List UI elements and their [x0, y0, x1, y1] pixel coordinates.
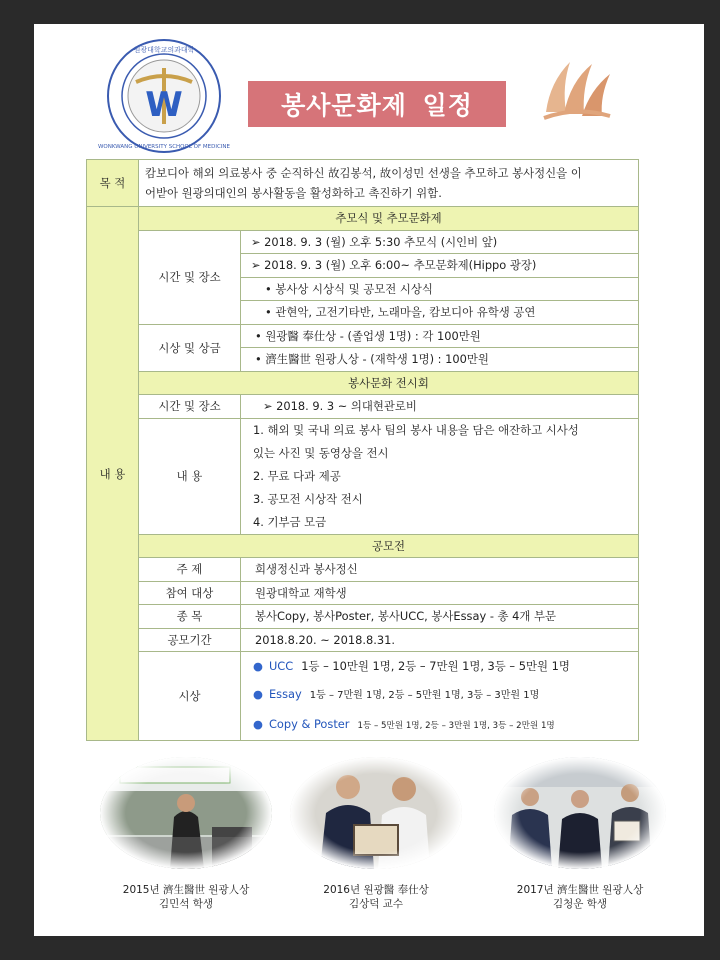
memorial-award-label: 시상 및 상금 [139, 324, 241, 371]
caption-award: 2016년 원광醫 奉仕상 [323, 884, 429, 896]
purpose-row [87, 160, 639, 207]
exhibition-section-title: 봉사문화 전시회 [139, 371, 639, 395]
contest-prizes [241, 652, 639, 741]
exhibition-content [241, 418, 639, 534]
bullet-icon: ● [253, 659, 263, 673]
purpose-label: 목 적 [87, 160, 139, 207]
flame-emblem-icon [540, 52, 614, 126]
bullet-icon: ● [253, 717, 263, 731]
contest-target-label: 참여 대상 [139, 581, 241, 605]
exhibition-item: 3. 공모전 시상작 전시 [253, 491, 363, 506]
photo-caption-2016 [276, 883, 476, 911]
award-photo-2017 [494, 757, 666, 869]
caption-award: 2015년 濟生醫世 원광人상 [122, 884, 250, 896]
contest-period-label: 공모기간 [139, 628, 241, 652]
memorial-time-line: ➢ 2018. 9. 3 (월) 오후 5:30 추모식 (시인비 앞) [241, 230, 639, 254]
caption-name: 김민석 학생 [158, 898, 214, 910]
memorial-time-label: 시간 및 장소 [139, 230, 241, 324]
svg-text:W: W [145, 85, 183, 125]
header [34, 24, 704, 154]
caption-award: 2017년 濟生醫世 원광人상 [516, 884, 644, 896]
exhibition-item: 4. 기부금 모금 [253, 514, 327, 529]
page [34, 24, 704, 936]
exhibition-item: 있는 사진 및 동영상을 전시 [253, 445, 389, 460]
section-row [87, 207, 639, 231]
exhibition-time-label: 시간 및 장소 [139, 395, 241, 419]
university-logo-icon [97, 38, 231, 154]
caption-name: 김청운 학생 [552, 898, 608, 910]
prize-item [253, 680, 632, 710]
contest-section-title: 공모전 [139, 534, 639, 558]
prize-name: Copy & Poster [268, 717, 350, 731]
bullet-icon: ● [253, 687, 263, 701]
contest-topic-label: 주 제 [139, 558, 241, 582]
contest-topic-value: 희생정신과 봉사정신 [241, 558, 639, 582]
memorial-time-line: ➢ 2018. 9. 3 (월) 오후 6:00~ 추모문화제(Hippo 광장) [241, 254, 639, 278]
memorial-time-line: • 봉사상 시상식 및 공모전 시상식 [241, 277, 639, 301]
contest-prize-label: 시상 [139, 652, 241, 741]
award-photo-2016 [290, 757, 462, 869]
photo-caption-2015 [86, 883, 286, 911]
purpose-line: 어받아 원광의대인의 봉사활동을 활성화하고 촉진하기 위함. [145, 186, 442, 200]
prize-item [253, 652, 632, 680]
exhibition-time-line: ➢ 2018. 9. 3 ~ 의대현관로비 [241, 395, 639, 419]
contest-period-value: 2018.8.20. ~ 2018.8.31. [241, 628, 639, 652]
caption-name: 김상덕 교수 [348, 898, 404, 910]
contest-category-label: 종 목 [139, 605, 241, 629]
prize-detail: 1등 – 7만원 1명, 2등 – 5만원 1명, 3등 – 3만원 1명 [309, 690, 540, 701]
memorial-time-line: • 관현악, 고전기타반, 노래마을, 캄보디아 유학생 공연 [241, 301, 639, 325]
exhibition-item: 1. 해외 및 국내 의료 봉사 팀의 봉사 내용을 담은 애잔하고 시사성 [253, 422, 579, 437]
prize-item [253, 710, 632, 740]
exhibition-item: 2. 무료 다과 제공 [253, 468, 341, 483]
award-photos [34, 757, 704, 937]
award-photo-2015 [100, 757, 272, 869]
svg-text:원광대학교의과대학: 원광대학교의과대학 [133, 46, 195, 54]
prize-detail: 1등 – 5만원 1명, 2등 – 3만원 1명, 3등 – 2만원 1명 [357, 721, 555, 731]
svg-text:WONKWANG UNIVERSITY SCHOOL OF: WONKWANG UNIVERSITY SCHOOL OF MEDICINE [97, 144, 231, 150]
contest-target-value: 원광대학교 재학생 [241, 581, 639, 605]
prize-name: Essay [268, 687, 302, 701]
memorial-section-title: 추모식 및 추모문화제 [139, 207, 639, 231]
content-label: 내 용 [87, 207, 139, 741]
prize-name: UCC [268, 659, 294, 673]
contest-category-value: 봉사Copy, 봉사Poster, 봉사UCC, 봉사Essay - 총 4개 부문 [241, 605, 639, 629]
memorial-award-line: • 원광醫 奉仕상 - (졸업생 1명) : 각 100만원 [241, 324, 639, 348]
prize-detail: 1등 – 10만원 1명, 2등 – 7만원 1명, 3등 – 5만원 1명 [301, 659, 570, 673]
purpose-text [139, 160, 639, 207]
photo-caption-2017 [480, 883, 680, 911]
memorial-award-line: • 濟生醫世 원광人상 - (재학생 1명) : 100만원 [241, 348, 639, 372]
purpose-line: 캄보디아 해외 의료봉사 중 순직하신 故김봉석, 故이성민 선생을 추모하고 봉사정신을 이 [145, 166, 582, 180]
exhibition-content-label: 내 용 [139, 418, 241, 534]
schedule-table [86, 159, 639, 741]
page-title: 봉사문화제 일정 [248, 81, 506, 127]
